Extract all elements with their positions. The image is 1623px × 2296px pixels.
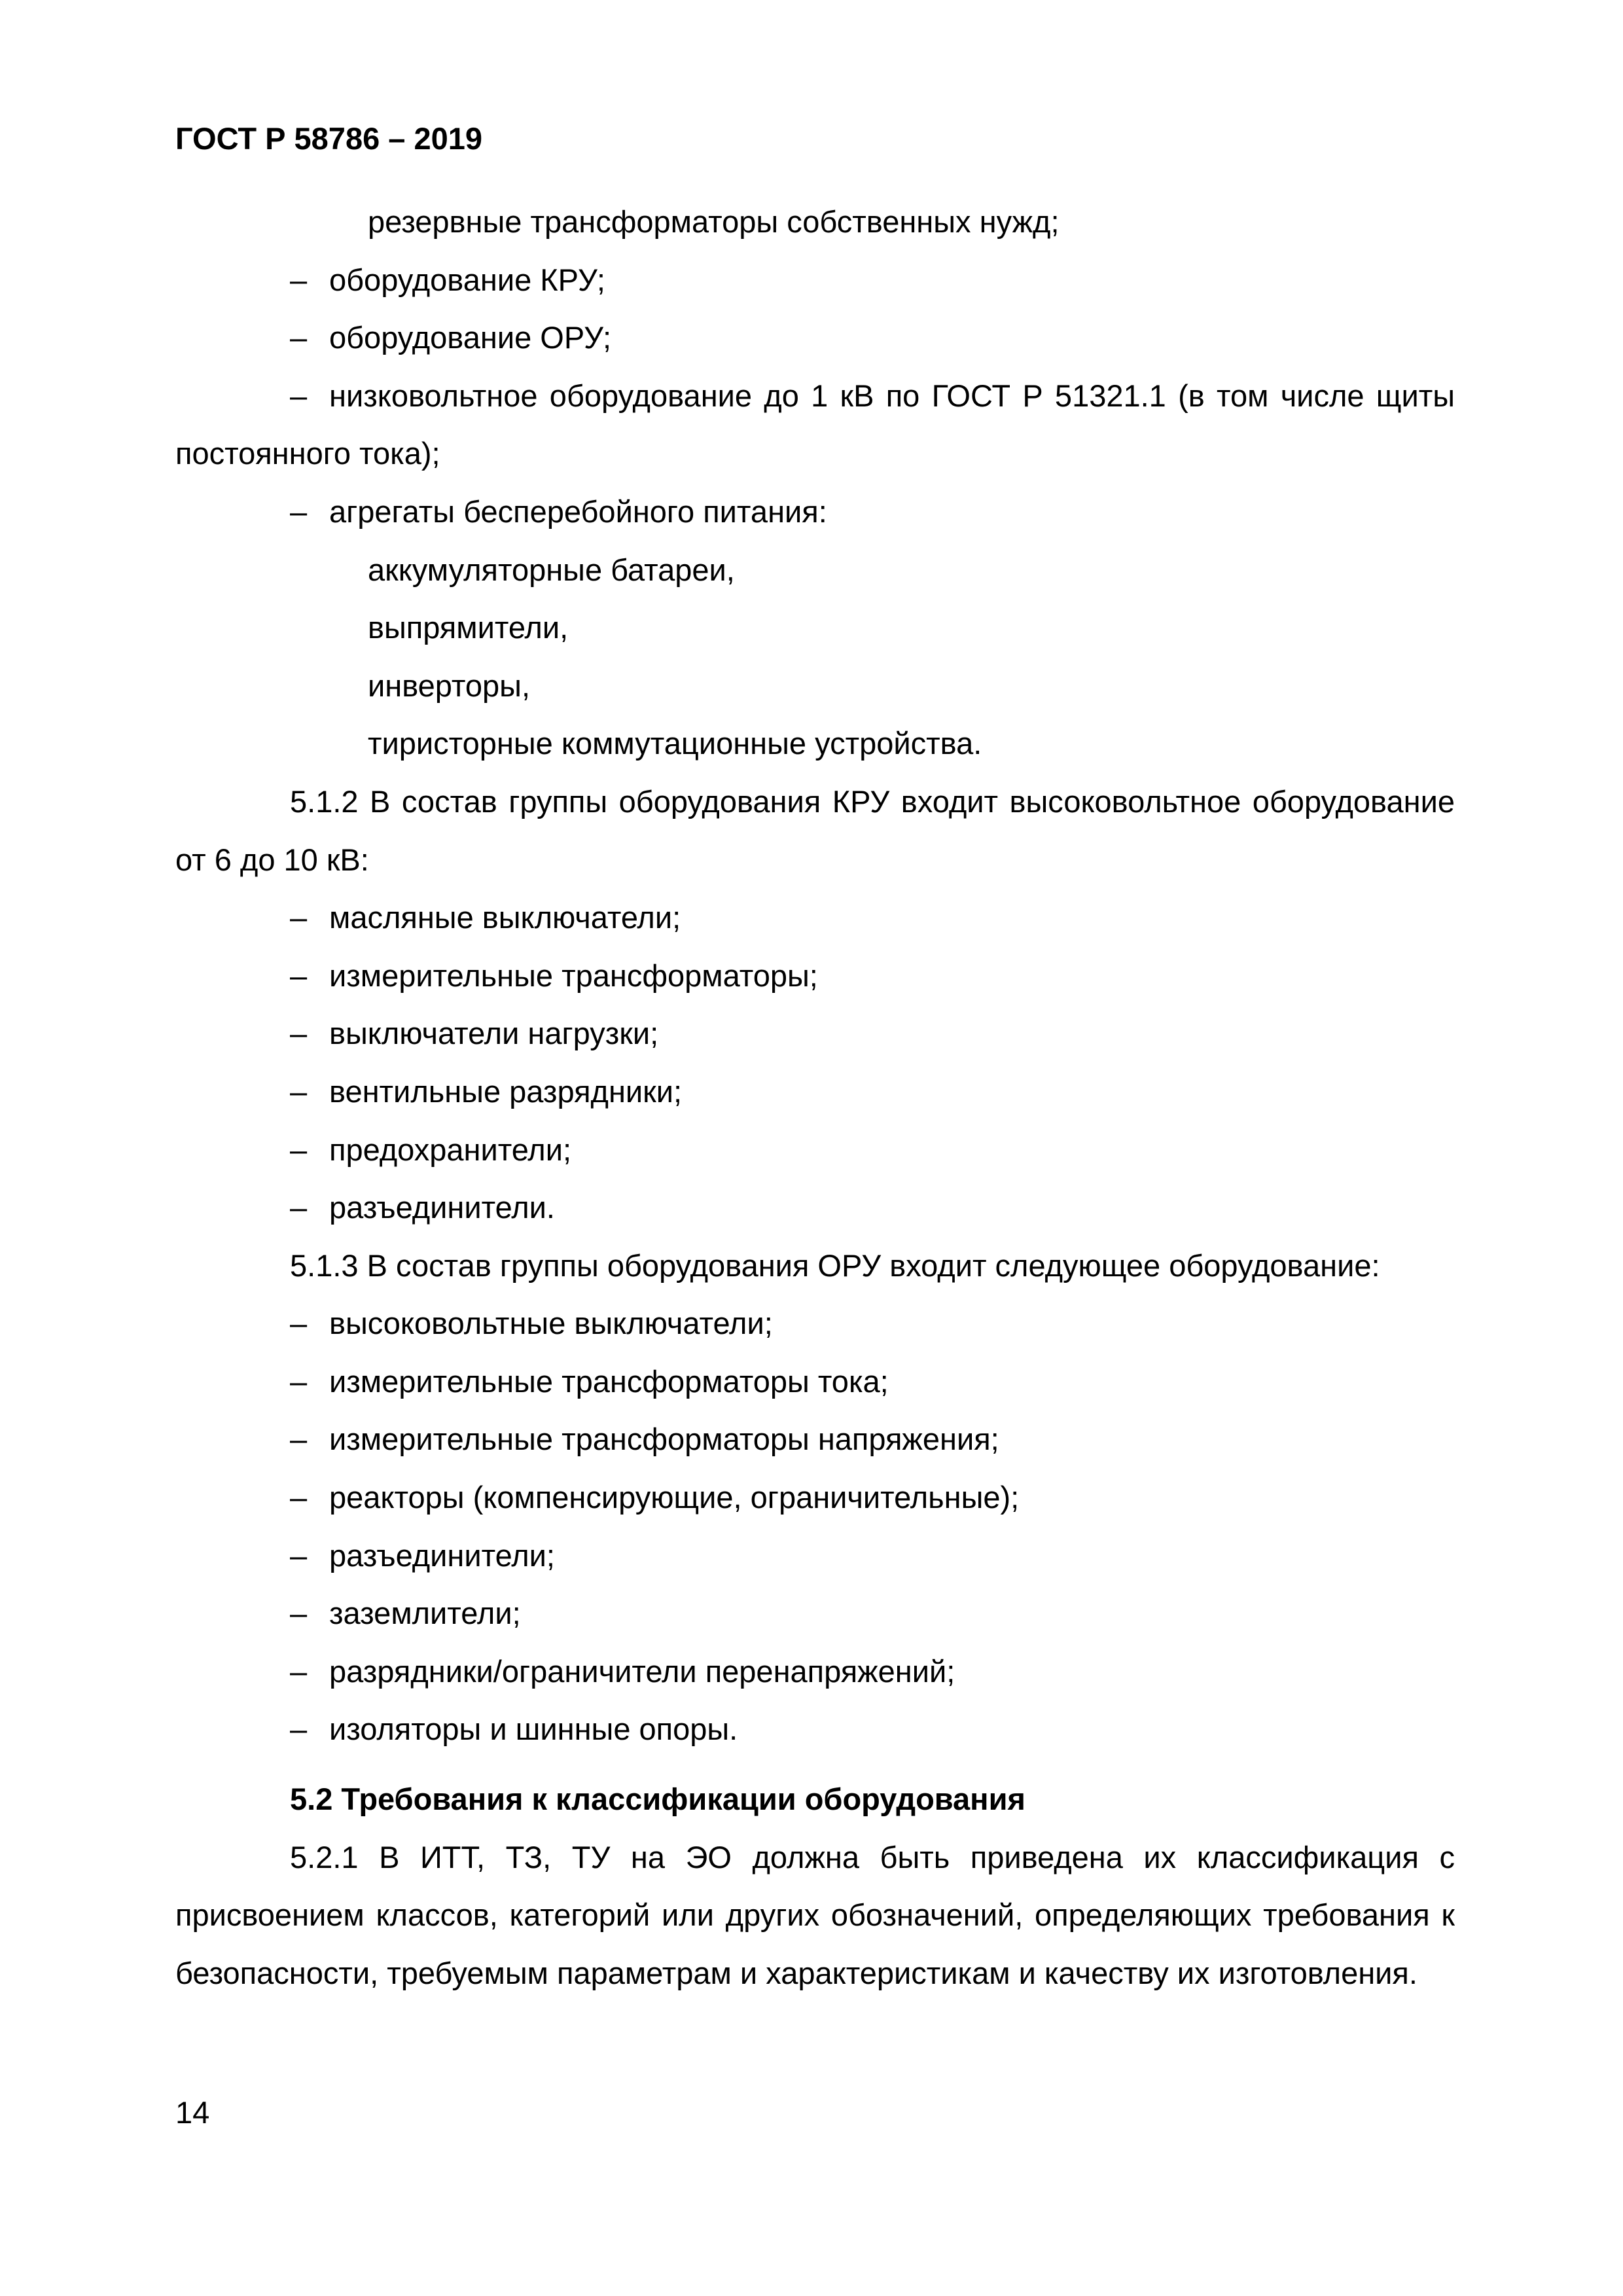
list-item (175, 1295, 1455, 1353)
list-item-text: агрегаты бесперебойного питания: (329, 493, 827, 529)
dash-bullet: – (290, 378, 308, 413)
sub-list-item: выпрямители, (368, 610, 569, 645)
list-item (175, 1527, 1455, 1585)
dash-bullet: – (290, 262, 308, 297)
list-item-wrapped (175, 367, 1455, 483)
list-item (175, 1005, 1455, 1063)
list-item (175, 251, 1455, 310)
continuation-line: резервные трансформаторы собственных нужд; (368, 204, 1060, 239)
list-item-text: измерительные трансформаторы напряжения; (329, 1422, 999, 1457)
section-heading-5-2: 5.2 Требования к классификации оборудования (290, 1782, 1026, 1817)
dash-bullet: – (290, 1537, 308, 1573)
list-item-text: разъединители; (329, 1537, 555, 1573)
dash-bullet: – (290, 1422, 308, 1457)
list-item-text: масляные выключатели; (329, 900, 681, 935)
list-item (175, 1353, 1455, 1411)
sub-list-item: инверторы, (368, 668, 531, 703)
dash-bullet: – (290, 1016, 308, 1051)
dash-bullet: – (290, 1596, 308, 1631)
dash-bullet: – (290, 1306, 308, 1341)
dash-bullet: – (290, 1132, 308, 1167)
list-item (175, 1179, 1455, 1237)
list-item-text: заземлители; (329, 1596, 521, 1631)
list-item (175, 309, 1455, 367)
paragraph-5-2-1: 5.2.1 В ИТТ, ТЗ, ТУ на ЭО должна быть приведена их классификация с присвоением классов, категорий или других обозначений, определяющих требования к безопасности, требуемым параметрам и характеристикам и качеству их изготовления. (175, 1839, 1455, 1990)
list-item-text: разъединители. (329, 1190, 555, 1225)
dash-bullet: – (290, 900, 308, 935)
document-header: ГОСТ Р 58786 – 2019 (175, 121, 483, 156)
sub-list-item: тиристорные коммутационные устройства. (368, 726, 982, 761)
dash-bullet: – (290, 1480, 308, 1515)
list-item-text: высоковольтные выключатели; (329, 1306, 773, 1341)
list-item-text: низковольтное оборудование до 1 кВ по ГОСТ Р 51321.1 (в том числе щиты постоянного тока); (175, 378, 1455, 471)
list-item-text: оборудование КРУ; (329, 262, 605, 297)
dash-bullet: – (290, 1653, 308, 1689)
list-item (175, 889, 1455, 947)
dash-bullet: – (290, 493, 308, 529)
list-item (175, 1063, 1455, 1121)
list-item-text: разрядники/ограничители перенапряжений; (329, 1653, 955, 1689)
dash-bullet: – (290, 1073, 308, 1109)
list-item (175, 1700, 1455, 1759)
dash-bullet: – (290, 1190, 308, 1225)
list-item (175, 483, 1455, 541)
dash-bullet: – (290, 320, 308, 355)
list-item-text: вентильные разрядники; (329, 1073, 683, 1109)
list-item-text: предохранители; (329, 1132, 572, 1167)
list-item-text: измерительные трансформаторы; (329, 958, 818, 993)
page-number: 14 (175, 2095, 210, 2130)
list-item-text: измерительные трансформаторы тока; (329, 1363, 889, 1399)
paragraph-5-1-3: 5.1.3 В состав группы оборудования ОРУ входит следующее оборудование: (290, 1247, 1380, 1283)
dash-bullet: – (290, 1712, 308, 1747)
list-item (175, 947, 1455, 1005)
list-item-text: оборудование ОРУ; (329, 320, 612, 355)
list-item (175, 1410, 1455, 1469)
list-item-text: выключатели нагрузки; (329, 1016, 659, 1051)
list-item (175, 1643, 1455, 1701)
list-item-text: реакторы (компенсирующие, ограничительные); (329, 1480, 1020, 1515)
list-item (175, 1469, 1455, 1527)
sub-list-item: аккумуляторные батареи, (368, 552, 735, 587)
document-body (175, 193, 1455, 2002)
dash-bullet: – (290, 1363, 308, 1399)
list-item (175, 1121, 1455, 1179)
dash-bullet: – (290, 958, 308, 993)
list-item (175, 1585, 1455, 1643)
paragraph-5-1-2: 5.1.2 В состав группы оборудования КРУ входит высоковольтное оборудование от 6 до 10 кВ: (175, 783, 1455, 877)
list-item-text: изоляторы и шинные опоры. (329, 1712, 738, 1747)
